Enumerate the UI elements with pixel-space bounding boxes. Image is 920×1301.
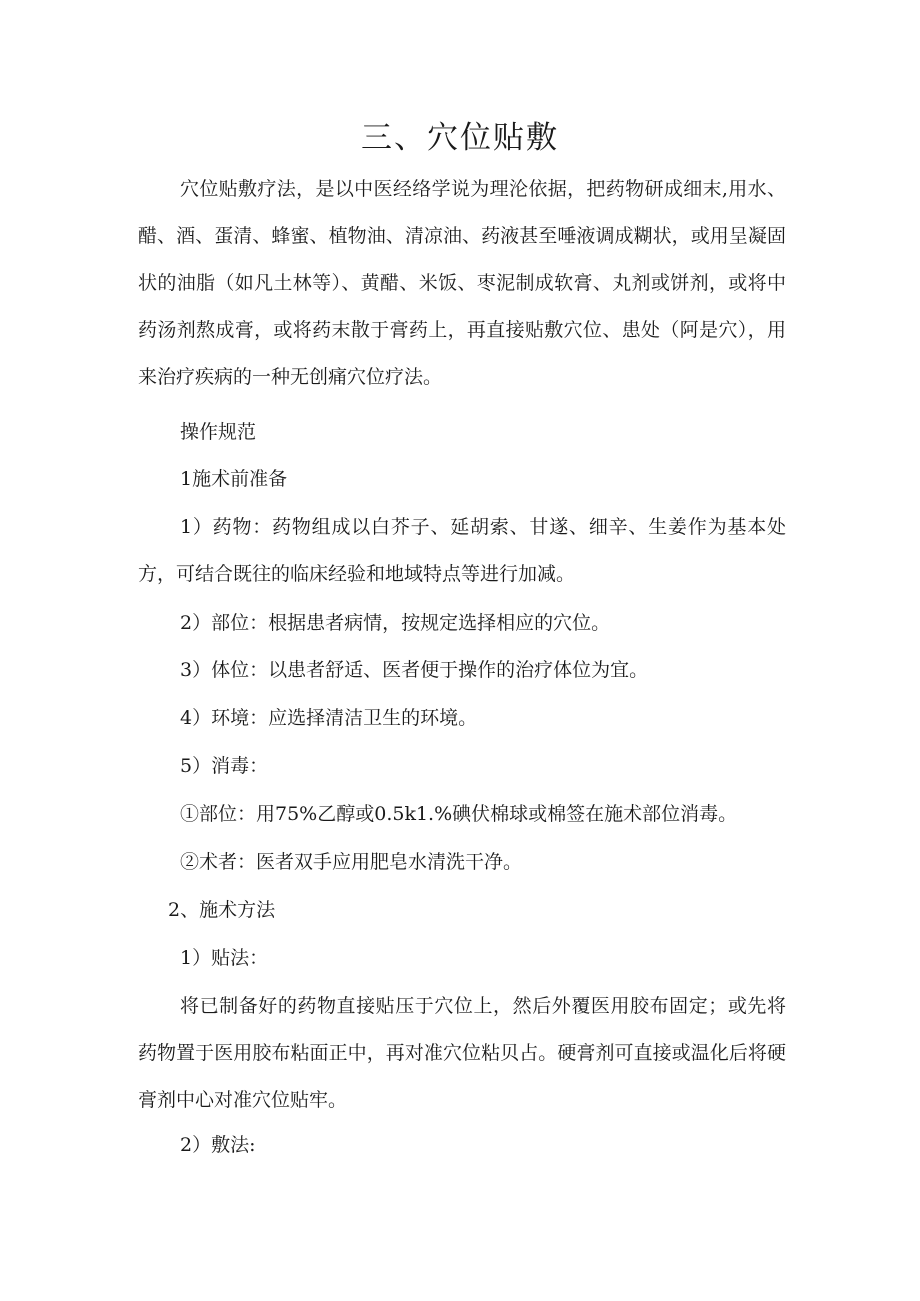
prep-posture-line: 3）体位：以患者舒适、医者便于操作的治疗体位为宜。 — [180, 659, 649, 681]
prep-environment-line: 4）环境：应选择清洁卫生的环境。 — [180, 707, 478, 729]
section-heading: 操作规范 — [180, 421, 257, 443]
prep-site-line: 2）部位：根据患者病情，按规定选择相应的穴位。 — [180, 612, 611, 634]
page-title: 三、穴位贴敷 — [361, 120, 559, 156]
method-heading: 2、施术方法 — [168, 899, 276, 921]
prep-heading: 1施术前准备 — [180, 468, 288, 490]
method-apply-line: 2）敷法: — [180, 1134, 256, 1156]
method-paste-line: 1）贴法： — [180, 947, 269, 969]
disinfect-site-line: ①部位：用75%乙醇或0.5k1.%碘伏棉球或棉签在施术部位消毒。 — [180, 803, 738, 825]
disinfect-operator-line: ②术者：医者双手应用肥皂水清洗干净。 — [180, 851, 523, 873]
prep-disinfection-line: 5）消毒： — [180, 755, 269, 777]
intro-paragraph: 穴位贴敷疗法，是以中医经络学说为理沦依据，把药物研成细末,用水、醋、酒、蛋清、蜂蜜、植物油、清凉油、药液甚至唾液调成糊状，或用呈凝固状的油脂（如凡土林等）、黄醋、米饭、枣泥制成软膏、丸剂或饼剂，或将中药汤剂熬成膏，或将药末散于膏药上，再直接贴敷穴位、患处（阿是穴），用来治疗疾病的一种无创痛穴位疗法。 — [138, 178, 786, 388]
prep-medicine-paragraph: 1）药物：药物组成以白芥子、延胡索、甘遂、细辛、生姜作为基本处方，可结合既往的临床经验和地域特点等进行加减。 — [138, 516, 786, 585]
method-paste-paragraph: 将已制备好的药物直接贴压于穴位上，然后外覆医用胶布固定；或先将药物置于医用胶布粘面正中，再对准穴位粘贝占。硬膏剂可直接或温化后将硬膏剂中心对准穴位贴牢。 — [138, 995, 786, 1111]
